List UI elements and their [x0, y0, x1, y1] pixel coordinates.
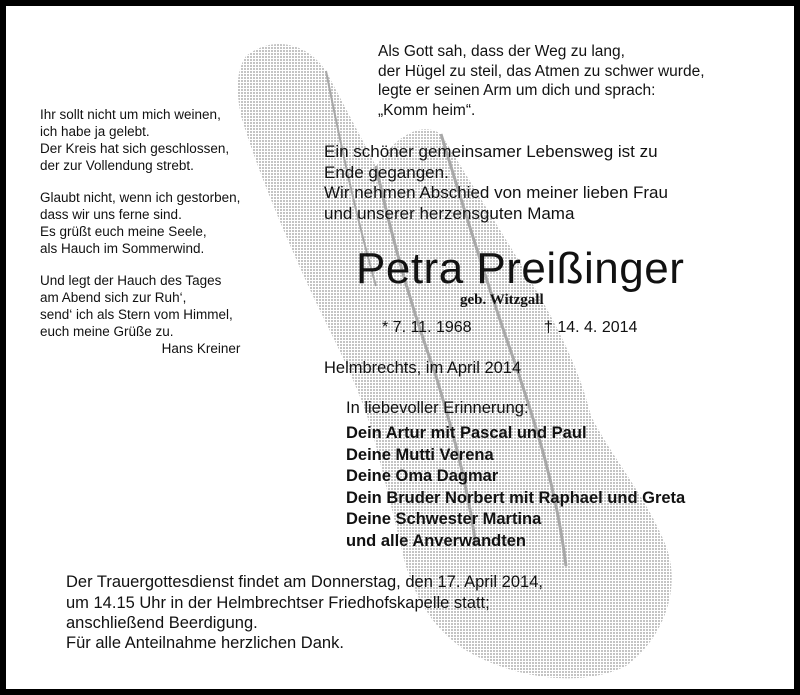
verse-right-line: Als Gott sah, dass der Weg zu lang,	[378, 43, 625, 60]
verse-right-line: „Komm heim“.	[378, 101, 476, 119]
verse-left-stanza	[40, 272, 240, 357]
mourner-item: Deine Mutti Verena	[346, 445, 494, 464]
intro-line: Wir nehmen Abschied von meiner lieben Frau	[324, 183, 668, 202]
mourner-item: Dein Bruder Norbert mit Raphael und Greta	[346, 488, 686, 507]
verse-author: Hans Kreiner	[161, 341, 241, 356]
mourners-list	[346, 423, 685, 552]
intro-text	[324, 142, 668, 224]
intro-line: Ende gegangen.	[324, 162, 449, 182]
service-line: anschließend Beerdigung.	[66, 614, 258, 632]
verse-left	[40, 106, 240, 357]
verse-left-line: Ihr sollt nicht um mich weinen,	[40, 107, 221, 122]
birth-date: * 7. 11. 1968	[382, 319, 472, 336]
mourner-item: Deine Oma Dagmar	[346, 467, 499, 485]
verse-left-line: als Hauch im Sommerwind.	[40, 241, 205, 256]
verse-right-line: legte er seinen Arm um dich und sprach:	[378, 82, 656, 99]
thanks-text: Für alle Anteilnahme herzlichen Dank.	[66, 634, 344, 652]
mourner-item: Deine Schwester Martina	[346, 510, 542, 528]
verse-left-line: send‘ ich als Stern vom Himmel,	[40, 307, 233, 322]
verse-left-line: dass wir uns ferne sind.	[40, 207, 182, 222]
verse-left-line: ich habe ja gelebt.	[40, 124, 150, 139]
verse-right-line: der Hügel zu steil, das Atmen zu schwer wurde,	[378, 62, 705, 80]
verse-left-line: Es grüßt euch meine Seele,	[40, 224, 207, 239]
verse-left-line: euch meine Grüße zu.	[40, 324, 174, 339]
place-date: Helmbrechts, im April 2014	[324, 359, 522, 377]
intro-line: Ein schöner gemeinsamer Lebensweg ist zu	[324, 142, 658, 161]
death-date: † 14. 4. 2014	[544, 319, 638, 336]
verse-left-line: Der Kreis hat sich geschlossen,	[40, 141, 230, 156]
verse-left-stanza	[40, 189, 240, 257]
verse-left-line: der zur Vollendung strebt.	[40, 158, 194, 173]
service-notice	[66, 572, 543, 634]
mourner-item: Dein Artur mit Pascal und Paul	[346, 424, 587, 442]
service-line: Der Trauergottesdienst findet am Donnerstag, den 17. April 2014,	[66, 573, 543, 591]
deceased-name: Petra Preißinger	[356, 244, 685, 293]
verse-left-line: Und legt der Hauch des Tages	[40, 273, 222, 288]
verse-left-stanza	[40, 106, 240, 174]
memory-label: In liebevoller Erinnerung:	[346, 399, 529, 417]
verse-right	[378, 42, 705, 120]
intro-line: und unserer herzensguten Mama	[324, 203, 575, 223]
verse-left-line: Glaubt nicht, wenn ich gestorben,	[40, 190, 241, 205]
mourner-item: und alle Anverwandten	[346, 531, 527, 550]
verse-left-line: am Abend sich zur Ruh‘,	[40, 290, 187, 305]
maiden-name: geb. Witzgall	[460, 292, 544, 308]
service-line: um 14.15 Uhr in der Helmbrechtser Friedhofskapelle statt;	[66, 593, 490, 612]
